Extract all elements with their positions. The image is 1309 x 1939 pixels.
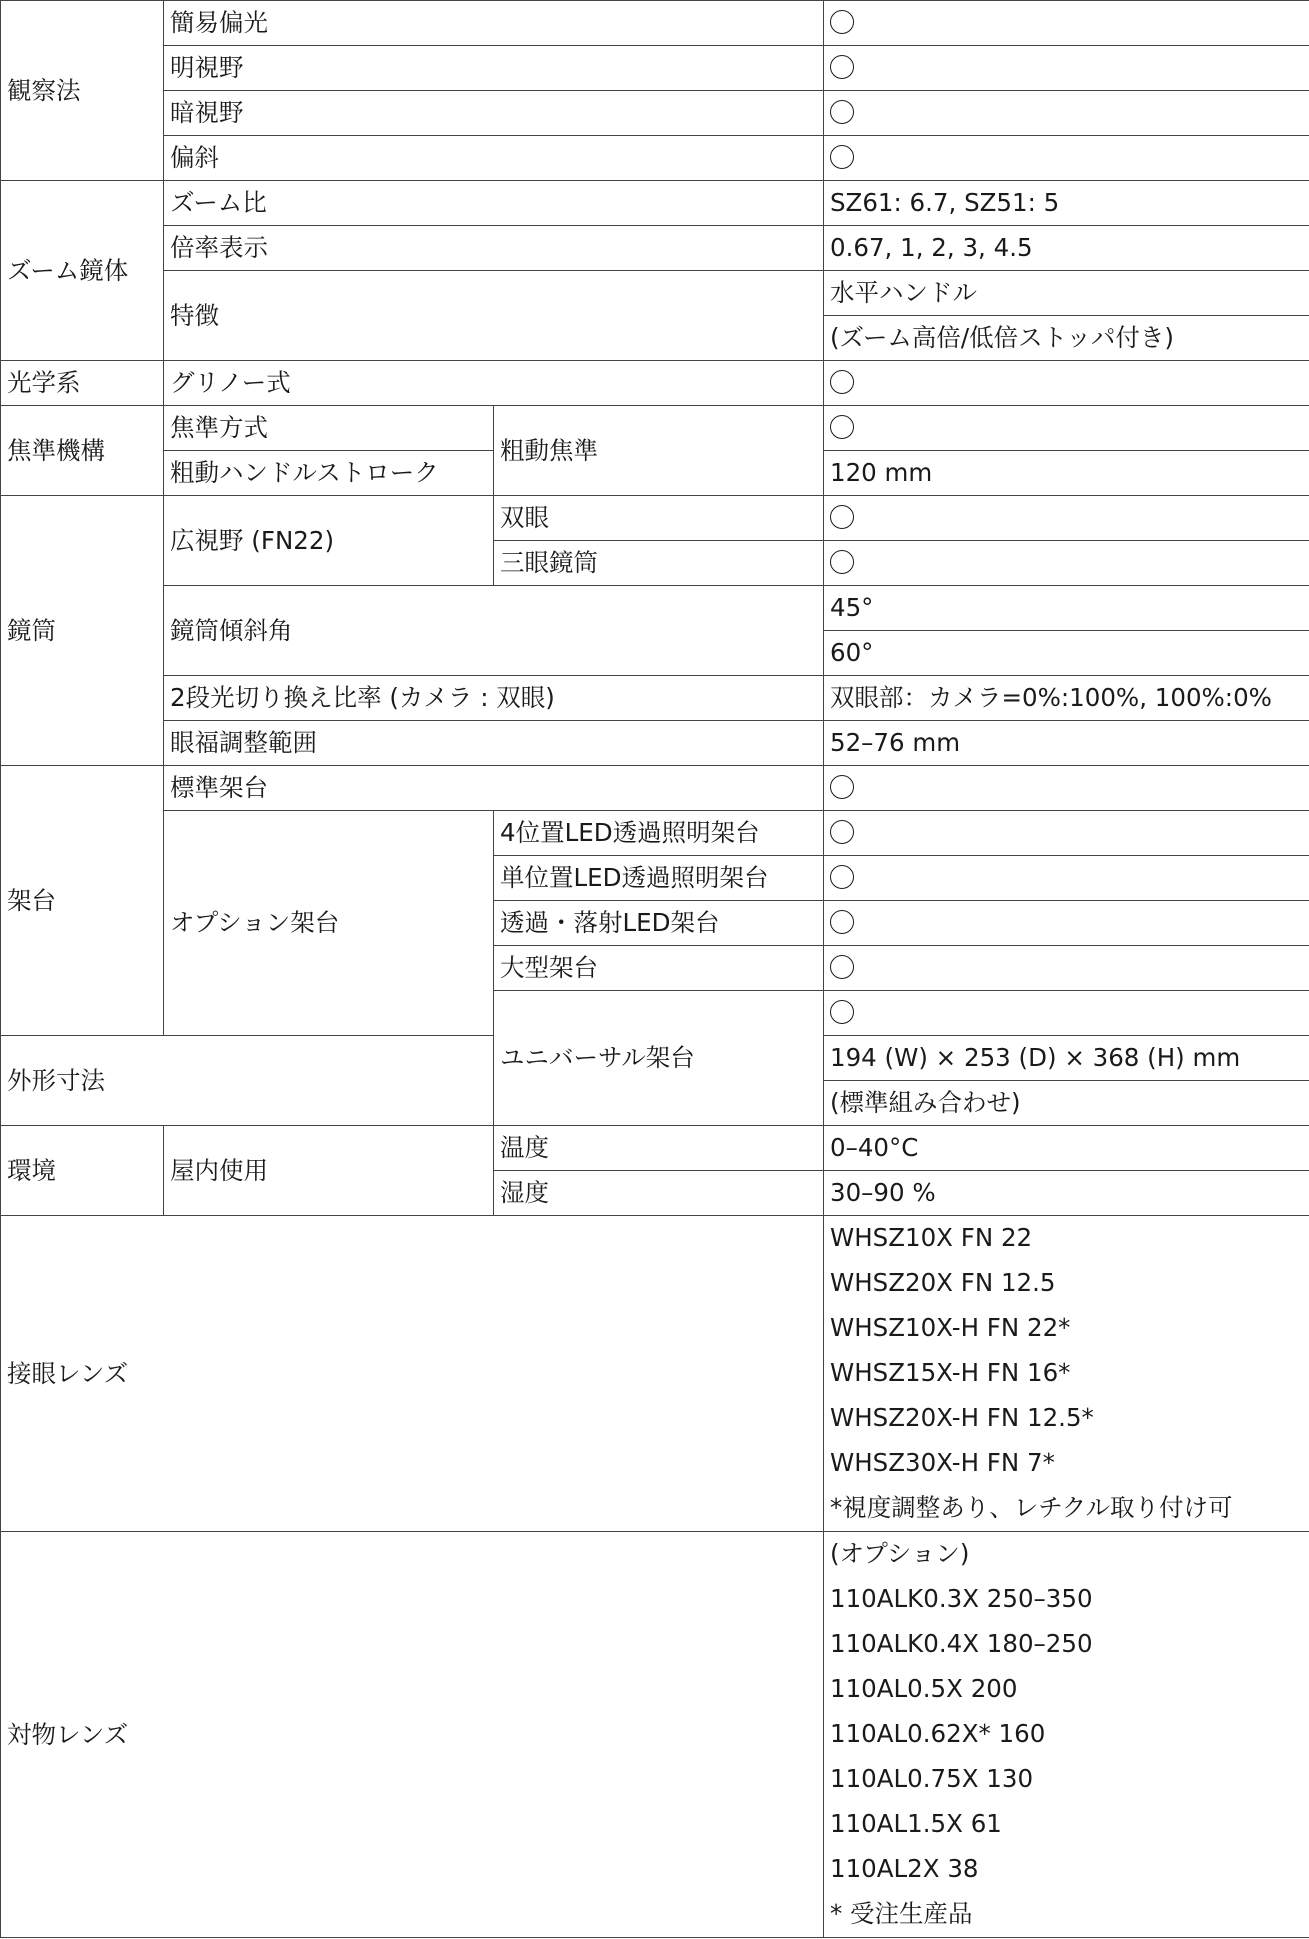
category-cell: 対物レンズ (1, 1532, 824, 1938)
label-cell: 倍率表示 (164, 226, 824, 271)
table-row (1, 46, 1309, 91)
label-cell: 粗動焦準 (494, 406, 824, 496)
label-cell: 特徴 (164, 271, 824, 361)
objective-line: (オプション) (830, 1539, 970, 1568)
table-row (1, 811, 1309, 856)
label-cell: 温度 (494, 1126, 824, 1171)
circle-mark (830, 550, 854, 574)
label-cell: 明視野 (164, 46, 824, 91)
value-cell (824, 136, 1309, 181)
table-row (1, 361, 1309, 406)
value-cell: SZ61: 6.7, SZ51: 5 (824, 181, 1309, 226)
label-cell: 焦準方式 (164, 406, 494, 451)
label-cell: 屋内使用 (164, 1126, 494, 1216)
category-cell: 光学系 (1, 361, 164, 406)
circle-mark (830, 1000, 854, 1024)
value-cell (824, 1532, 1309, 1938)
circle-mark (830, 955, 854, 979)
eyepiece-line: *視度調整あり、レチクル取り付け可 (830, 1493, 1233, 1522)
table-row (1, 676, 1309, 721)
label-cell: 簡易偏光 (164, 1, 824, 46)
label-cell: 透過・落射LED架台 (494, 901, 824, 946)
eyepiece-line: WHSZ30X-H FN 7* (830, 1448, 1055, 1477)
circle-mark (830, 145, 854, 169)
value-cell (824, 541, 1309, 586)
objective-line: 110AL1.5X 61 (830, 1809, 1002, 1838)
label-cell: 粗動ハンドルストローク (164, 451, 494, 496)
value-cell: 120 mm (824, 451, 1309, 496)
value-cell (824, 901, 1309, 946)
category-cell: 接眼レンズ (1, 1216, 824, 1532)
value-cell (824, 496, 1309, 541)
category-cell: 架台 (1, 766, 164, 1036)
eyepiece-line: WHSZ10X FN 22 (830, 1223, 1033, 1252)
value-cell (824, 946, 1309, 991)
table-row (1, 766, 1309, 811)
category-cell: 外形寸法 (1, 1036, 494, 1126)
eyepiece-line: WHSZ10X-H FN 22* (830, 1313, 1071, 1342)
circle-mark (830, 370, 854, 394)
circle-mark (830, 865, 854, 889)
circle-mark (830, 55, 854, 79)
eyepiece-line: WHSZ20X FN 12.5 (830, 1268, 1056, 1297)
objective-line: 110AL0.5X 200 (830, 1674, 1018, 1703)
circle-mark (830, 910, 854, 934)
label-cell: 大型架台 (494, 946, 824, 991)
value-cell: 双眼部：カメラ=0%:100%, 100%:0% (824, 676, 1309, 721)
label-cell: 三眼鏡筒 (494, 541, 824, 586)
objective-line: 110AL2X 38 (830, 1854, 979, 1883)
category-cell: 環境 (1, 1126, 164, 1216)
table-row (1, 136, 1309, 181)
table-row (1, 1, 1309, 46)
objective-line: 110ALK0.3X 250–350 (830, 1584, 1093, 1613)
value-cell: 60° (824, 631, 1309, 676)
eyepiece-line: WHSZ15X-H FN 16* (830, 1358, 1071, 1387)
value-cell (824, 856, 1309, 901)
label-cell: 広視野 (FN22) (164, 496, 494, 586)
label-cell: 偏斜 (164, 136, 824, 181)
value-cell (824, 46, 1309, 91)
category-cell: 観察法 (1, 1, 164, 181)
value-cell: 194 (W) × 253 (D) × 368 (H) mm (824, 1036, 1309, 1081)
value-cell (824, 1216, 1309, 1532)
table-row (1, 1216, 1309, 1532)
circle-mark (830, 415, 854, 439)
value-cell (824, 1, 1309, 46)
objective-line: 110AL0.62X* 160 (830, 1719, 1046, 1748)
table-row (1, 226, 1309, 271)
label-cell: 鏡筒傾斜角 (164, 586, 824, 676)
value-cell: 0.67, 1, 2, 3, 4.5 (824, 226, 1309, 271)
table-row (1, 721, 1309, 766)
label-cell: グリノー式 (164, 361, 824, 406)
circle-mark (830, 775, 854, 799)
table-row (1, 271, 1309, 316)
label-cell: 暗視野 (164, 91, 824, 136)
circle-mark (830, 505, 854, 529)
objective-line: * 受注生産品 (830, 1899, 973, 1928)
label-cell: 湿度 (494, 1171, 824, 1216)
label-cell: 眼福調整範囲 (164, 721, 824, 766)
value-cell: 45° (824, 586, 1309, 631)
value-cell: 0–40°C (824, 1126, 1309, 1171)
table-row (1, 496, 1309, 541)
circle-mark (830, 10, 854, 34)
table-row (1, 91, 1309, 136)
label-cell: 単位置LED透過照明架台 (494, 856, 824, 901)
label-cell: ユニバーサル架台 (494, 991, 824, 1126)
value-cell (824, 91, 1309, 136)
objective-line: 110ALK0.4X 180–250 (830, 1629, 1093, 1658)
label-cell: 標準架台 (164, 766, 824, 811)
table-row (1, 1126, 1309, 1171)
value-cell (824, 406, 1309, 451)
table-row (1, 586, 1309, 631)
value-cell (824, 811, 1309, 856)
value-cell (824, 361, 1309, 406)
label-cell: オプション架台 (164, 811, 494, 1036)
category-cell: 鏡筒 (1, 496, 164, 766)
label-cell: 4位置LED透過照明架台 (494, 811, 824, 856)
value-cell (824, 991, 1309, 1036)
value-cell: (標準組み合わせ) (824, 1081, 1309, 1126)
value-cell (824, 766, 1309, 811)
table-row (1, 181, 1309, 226)
objective-line: 110AL0.75X 130 (830, 1764, 1034, 1793)
table-row (1, 1532, 1309, 1938)
label-cell: 2段光切り換え比率 (カメラ : 双眼) (164, 676, 824, 721)
value-cell: 52–76 mm (824, 721, 1309, 766)
circle-mark (830, 100, 854, 124)
eyepiece-line: WHSZ20X-H FN 12.5* (830, 1403, 1094, 1432)
value-cell: (ズーム高倍/低倍ストッパ付き) (824, 316, 1309, 361)
value-cell: 30–90 % (824, 1171, 1309, 1216)
value-cell: 水平ハンドル (824, 271, 1309, 316)
label-cell: ズーム比 (164, 181, 824, 226)
table-row (1, 406, 1309, 451)
circle-mark (830, 820, 854, 844)
category-cell: ズーム鏡体 (1, 181, 164, 361)
category-cell: 焦準機構 (1, 406, 164, 496)
label-cell: 双眼 (494, 496, 824, 541)
